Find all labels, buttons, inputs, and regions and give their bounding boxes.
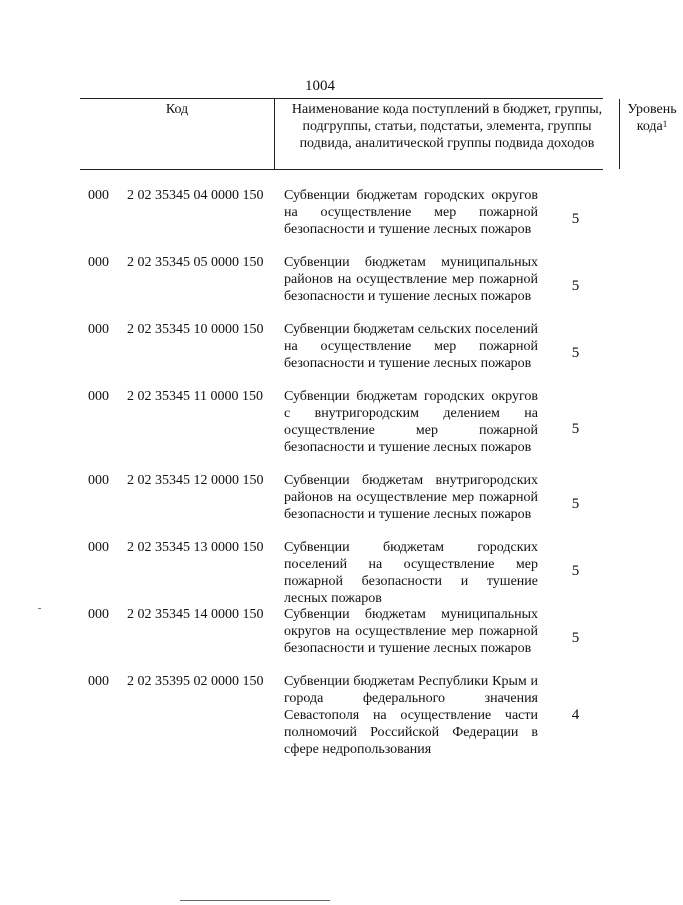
row-prefix: 000 [88,607,109,622]
row-level: 5 [571,345,580,361]
row-name: Субвенции бюджетам сельских поселений на осуществление мер пожарной безопасности и тушение лесных пожаров [284,322,538,371]
row-prefix: 000 [88,674,109,689]
row-name: Субвенции бюджетам городских округов на осуществление мер пожарной безопасности и тушение лесных пожаров [284,188,538,237]
row-name: Субвенции бюджетам муниципальных районов на осуществление мер пожарной безопасности и тушение лесных пожаров [284,255,538,304]
row-level: 5 [571,496,580,512]
row-name: Субвенции бюджетам городских округов с внутригородским делением на осуществление мер пожарной безопасности и тушение лесных пожаров [284,389,538,455]
row-level: 5 [571,211,580,227]
row-name: Субвенции бюджетам муниципальных округов на осуществление мер пожарной безопасности и тушение лесных пожаров [284,607,538,656]
row-prefix: 000 [88,188,109,203]
row-prefix: 000 [88,322,109,337]
row-code: 2 02 35345 04 0000 150 [127,188,264,203]
row-level: 5 [571,630,580,646]
row-code: 2 02 35345 11 0000 150 [127,389,263,404]
row-code: 2 02 35345 05 0000 150 [127,255,264,270]
row-level: 5 [571,421,580,437]
row-name: Субвенции бюджетам Республики Крым и города федерального значения Севастополя на осуществление части полномочий Российской Федерации в сфере недропользования [284,674,538,757]
row-level: 4 [571,707,580,723]
header-name: Наименование кода поступлений в бюджет, группы, подгруппы, статьи, подстатьи, элемента, группы подвида, аналитической группы подвида доходов [275,99,620,169]
row-code: 2 02 35345 10 0000 150 [127,322,264,337]
row-prefix: 000 [88,389,109,404]
scan-speck [38,608,41,609]
row-level: 5 [571,278,580,294]
header-code: Код [80,99,275,169]
row-name: Субвенции бюджетам городских поселений на осуществление мер пожарной безопасности и тушение лесных пожаров [284,540,538,606]
row-level: 5 [571,563,580,579]
row-prefix: 000 [88,540,109,555]
page-number: 1004 [305,78,335,94]
header-level-footnote: 1 [662,119,668,129]
row-code: 2 02 35345 14 0000 150 [127,607,264,622]
header-level-label: Уровень кода [627,102,677,134]
scan-edge-line [180,900,330,901]
row-code: 2 02 35345 12 0000 150 [127,473,264,488]
row-code: 2 02 35395 02 0000 150 [127,674,264,689]
row-prefix: 000 [88,473,109,488]
row-name: Субвенции бюджетам внутригородских районов на осуществление мер пожарной безопасности и тушение лесных пожаров [284,473,538,522]
row-code: 2 02 35345 13 0000 150 [127,540,264,555]
row-prefix: 000 [88,255,109,270]
